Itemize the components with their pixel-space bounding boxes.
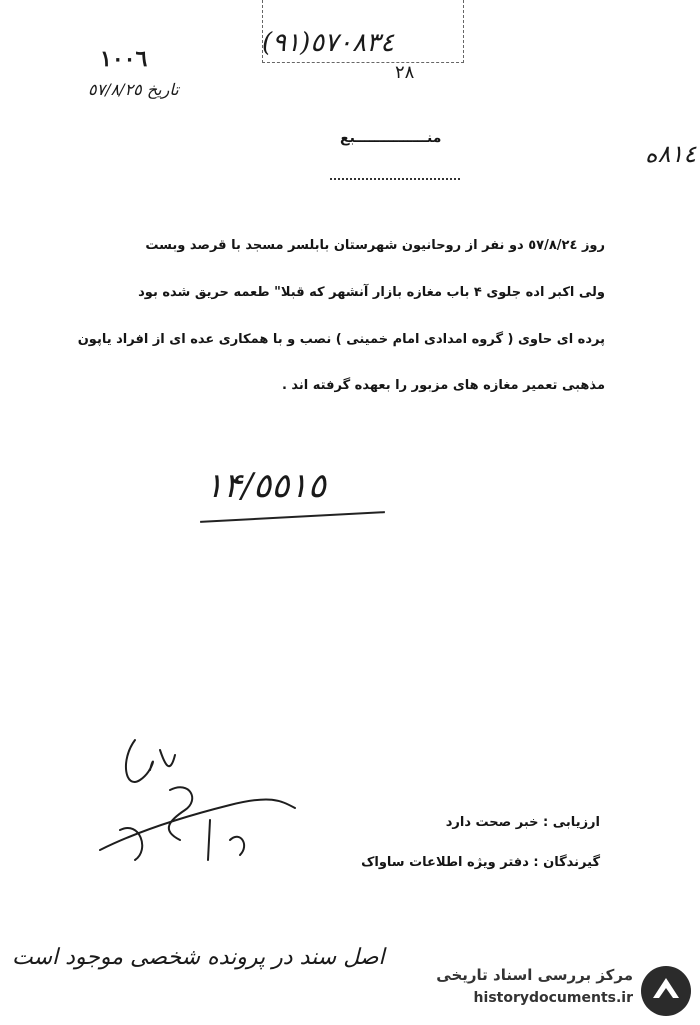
handwritten-signature-icon: [80, 720, 320, 880]
body-line-4: مذهبی تعمیر مغازه های مزبور را بعهده گرفته اند .: [281, 378, 605, 393]
watermark: [395, 960, 695, 1020]
archive-logo-icon: [639, 964, 693, 1018]
archive-number: ٥٧٠٨٣٤(٩١): [262, 28, 395, 58]
corner-annotation: ٨١٤ه: [645, 140, 697, 168]
document-date: تاریخ ٥٧/٨/٢٥: [88, 80, 179, 99]
evaluation-line: ارزیابی : خبر صحت دارد: [445, 815, 600, 830]
body-line-1: روز ٥٧/٨/٢٤ دو نفر از روحانیون شهرستان بابلسر مسجد با قرصد وبست: [145, 238, 605, 253]
body-line-2: ولی اکبر اده جلوی ۴ باب مغازه بازار آنشهر که قبلا" طعمه حریق شده بود: [138, 285, 605, 300]
archive-subnumber: ٢٨: [395, 62, 415, 83]
bottom-handwritten-note: اصل سند در پرونده شخصی موجود است: [12, 945, 385, 970]
reference-code: ١۴/٥٥١٥: [205, 466, 327, 506]
document-number: ١٠٠٦: [100, 46, 148, 72]
watermark-url: historydocuments.ir: [473, 990, 633, 1006]
document-title: منـــــــــــــــبع: [340, 130, 442, 146]
title-underline: [330, 178, 460, 180]
body-line-3: پرده ای حاوی ( گروه امدادی امام خمینی ) نصب و با همکاری عده ای از افراد یاپون: [77, 332, 605, 347]
recipients-line: گیرندگان : دفتر ویژه اطلاعات ساواک: [361, 855, 600, 870]
reference-underline: [200, 511, 385, 523]
watermark-title: مرکز بررسی اسناد تاریخی: [436, 966, 633, 984]
